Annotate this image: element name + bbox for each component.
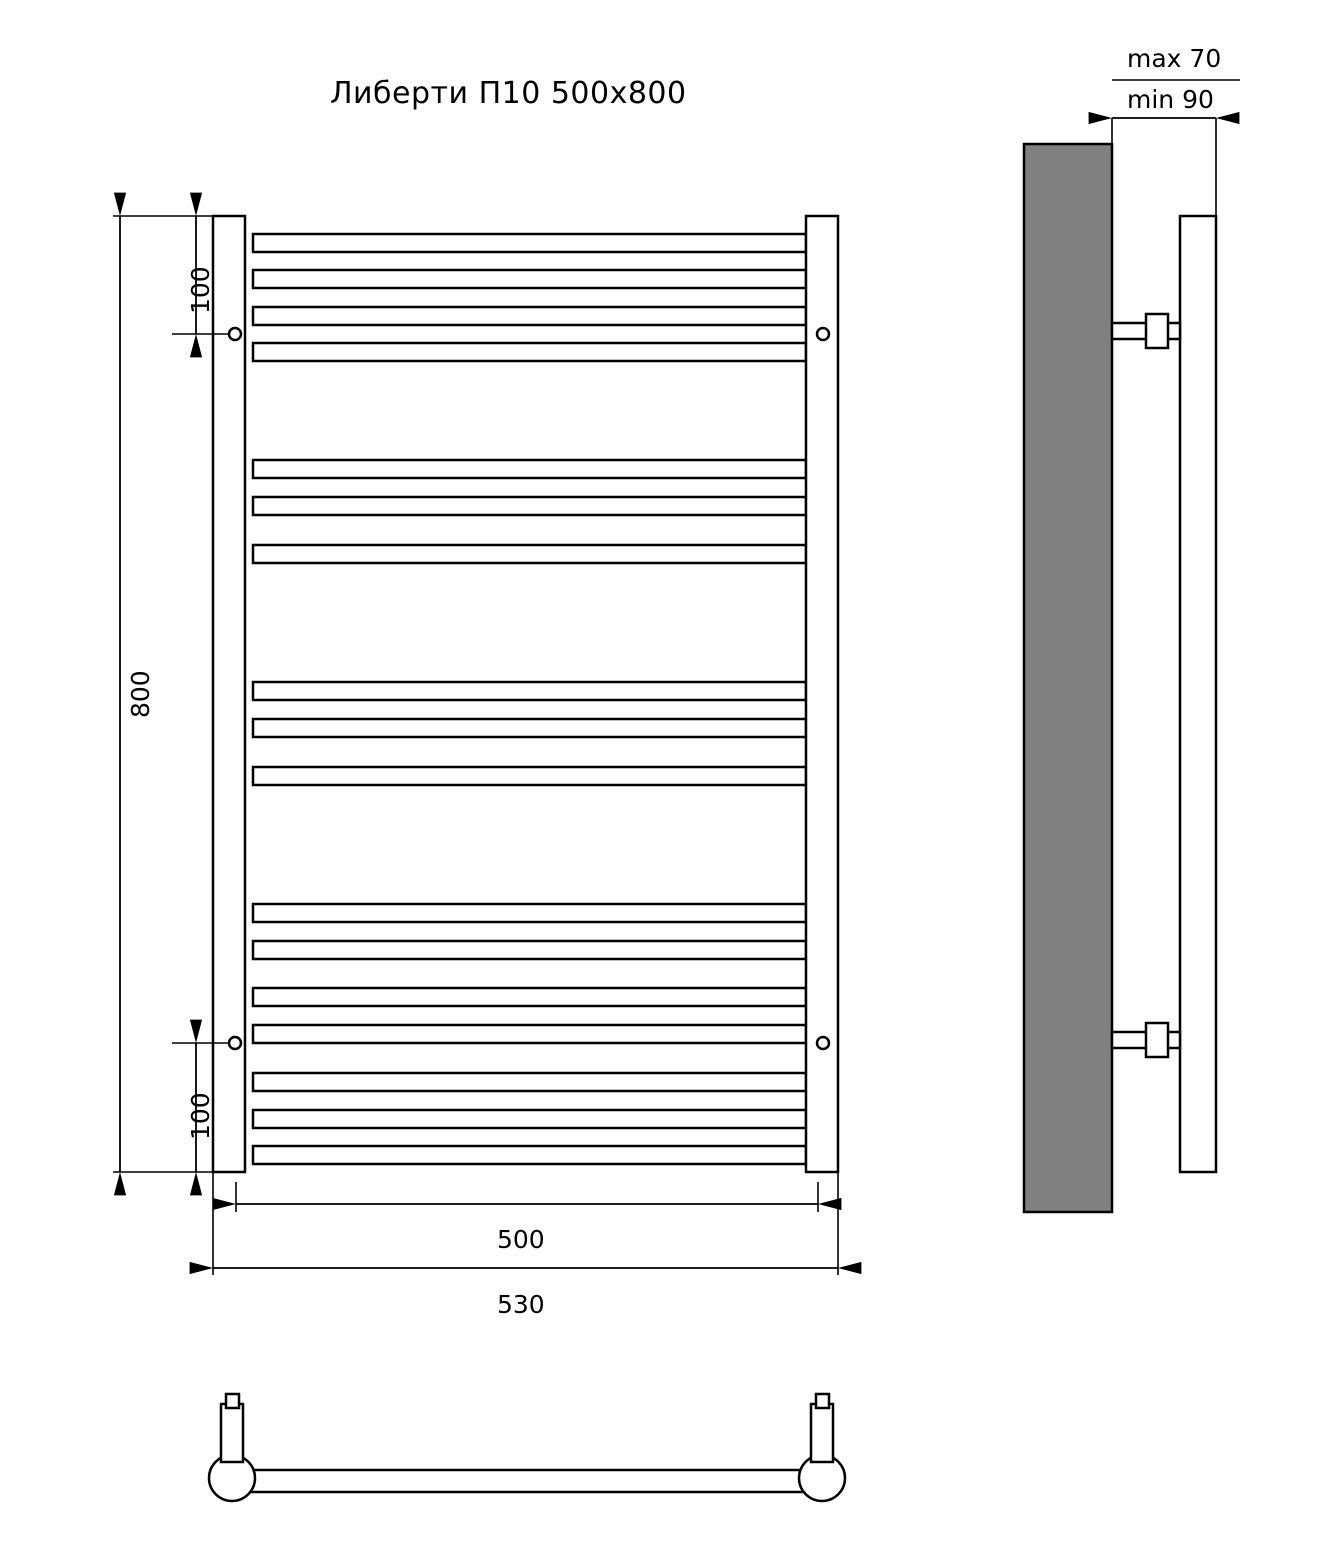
drawing-title: Либерти П10 500x800 — [330, 76, 687, 111]
dimension-label-wall-gap-min: min 90 — [1127, 85, 1214, 114]
top-view-bar — [232, 1470, 822, 1492]
wall-section — [1024, 144, 1112, 1212]
dimension-label-inner-width: 500 — [497, 1225, 545, 1254]
side-bracket-top-flange — [1146, 314, 1168, 348]
top-view-left-bracket — [221, 1404, 243, 1462]
dimension-label-wall-gap-max: max 70 — [1127, 44, 1222, 73]
mount-point-bottom-right — [817, 1037, 829, 1049]
front-right-post — [806, 216, 838, 1172]
top-view — [209, 1394, 845, 1501]
mount-point-top-left — [229, 328, 241, 340]
front-view — [113, 216, 838, 1275]
top-view-right-bracket — [811, 1404, 833, 1462]
side-rail-profile — [1180, 216, 1216, 1172]
mount-point-bottom-left — [229, 1037, 241, 1049]
top-view-left-bracket-flange — [226, 1394, 239, 1408]
top-view-right-bracket-flange — [816, 1394, 829, 1408]
front-left-post — [213, 216, 245, 1172]
dimension-label-top-offset: 100 — [186, 266, 215, 314]
side-brackets — [1112, 314, 1180, 1057]
dimension-label-bottom-offset: 100 — [186, 1092, 215, 1140]
dimension-label-height: 800 — [126, 670, 155, 718]
mount-point-top-right — [817, 328, 829, 340]
dimension-label-outer-width: 530 — [497, 1290, 545, 1319]
side-bracket-bottom-flange — [1146, 1023, 1168, 1057]
front-rungs — [253, 234, 806, 1164]
side-view — [1024, 80, 1240, 1212]
